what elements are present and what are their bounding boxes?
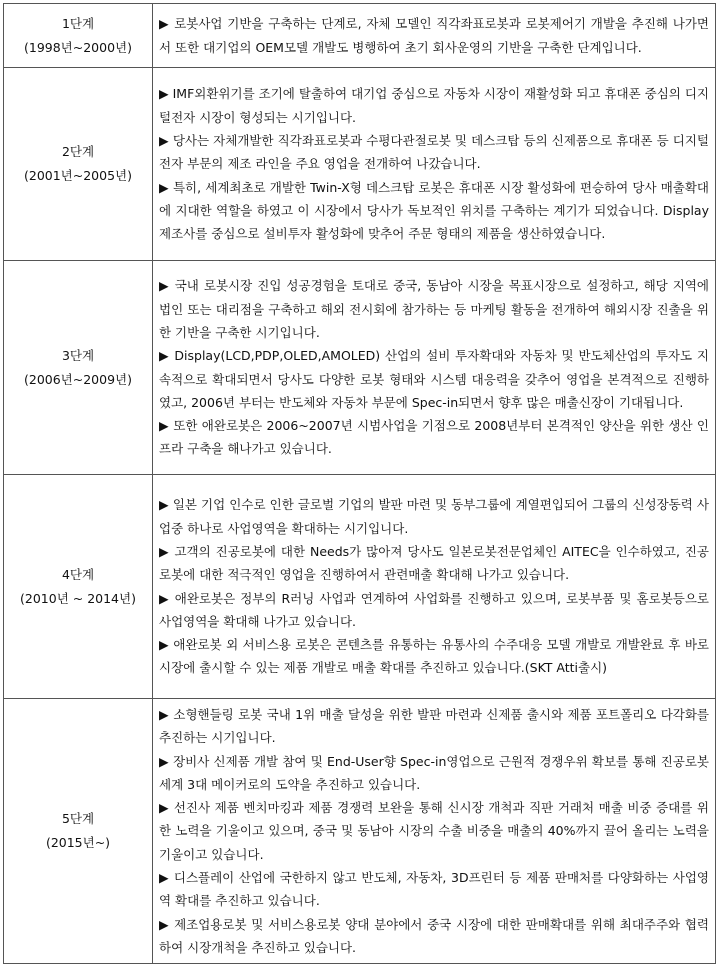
stage-description-cell — [153, 4, 716, 68]
stage-label-cell — [4, 699, 153, 964]
stage-name: 4단계 — [61, 566, 95, 582]
stage-paragraph: ▶ 애완로봇 외 서비스용 로봇은 콘텐츠를 유통하는 유통사의 수주대응 모델 개발로 개발완료 후 바로 시장에 출시할 수 있는 제품 개발로 매출 확대를 추진하고 있습니다.(SKT Atti출시) — [159, 637, 709, 676]
stage-paragraph: ▶ Display(LCD,PDP,OLED,AMOLED) 산업의 설비 투자확대와 자동차 및 반도체산업의 투자도 지속적으로 확대되면서 당사도 다양한 로봇 형태와 시스템 대응력을 갖추어 영업을 본격적으로 진행하였고, 2006년 부터는 반도체와 자동차 부문에 Spec-in되면서 향후 많은 매출신장이 기대됩니다. — [159, 348, 709, 410]
stage-paragraph: ▶ 디스플레이 산업에 국한하지 않고 반도체, 자동차, 3D프린터 등 제품 판매처를 다양화하는 사업영역 확대를 추진하고 있습니다. — [159, 870, 709, 909]
stage-period: (2006년~2009년) — [23, 371, 132, 387]
stage-row-2 — [4, 68, 716, 261]
stage-name: 2단계 — [61, 144, 95, 159]
stage-row-3 — [4, 261, 716, 475]
stage-row-4 — [4, 475, 716, 699]
stage-period: (1998년~2000년) — [23, 39, 132, 55]
stage-period: (2015년~) — [45, 835, 111, 851]
stage-paragraph: ▶ IMF외환위기를 조기에 탈출하여 대기업 중심으로 자동차 시장이 재활성화 되고 휴대폰 중심의 디지털전자 시장이 형성되는 시기입니다. — [159, 86, 709, 125]
stage-row-1 — [4, 4, 716, 68]
stage-description-cell — [153, 68, 716, 261]
stage-paragraph: ▶ 애완로봇은 정부의 R러닝 사업과 연계하여 사업화를 진행하고 있으며, 로봇부품 및 홈로봇등으로 사업영역을 확대해 나가고 있습니다. — [159, 590, 709, 629]
stage-description-cell — [153, 475, 716, 699]
stage-name: 1단계 — [61, 15, 95, 31]
stage-paragraph: ▶ 장비사 신제품 개발 참여 및 End-User향 Spec-in영업으로 근원적 경쟁우위 확보를 통해 진공로봇 세계 3대 메이커로의 도약을 추진하고 있습니다. — [159, 753, 709, 792]
stage-paragraph: ▶ 또한 애완로봇은 2006~2007년 시범사업을 기점으로 2008년부터 본격적인 양산을 위한 생산 인프라 구축을 해나가고 있습니다. — [159, 418, 709, 457]
stage-description-cell — [153, 699, 716, 964]
stage-paragraph: ▶ 특히, 세계최초로 개발한 Twin-X형 데스크탑 로봇은 휴대폰 시장 활성화에 편승하여 당사 매출확대에 지대한 역할을 하였고 이 시장에서 당사가 독보적인 위치를 구축하는 계기가 되었습니다. Display제조사를 중심으로 설비투자 활성화에 맞추어 주문 형태의 제품을 생산하였습니다. — [159, 179, 709, 242]
stage-label-cell — [4, 261, 153, 475]
stage-paragraph: ▶ 당사는 자체개발한 직각좌표로봇과 수평다관절로봇 및 데스크탑 등의 신제품으로 휴대폰 등 디지털전자 부문의 제조 라인을 주요 영업을 전개하여 나갔습니다. — [159, 133, 709, 172]
stage-name: 5단계 — [61, 811, 95, 827]
stage-label-cell — [4, 68, 153, 261]
stage-paragraph: ▶ 제조업용로봇 및 서비스용로봇 양대 분야에서 중국 시장에 대한 판매확대를 위해 최대주주와 협력하여 시장개척을 추진하고 있습니다. — [159, 916, 709, 955]
stage-period: (2010년 ~ 2014년) — [20, 590, 136, 606]
company-history-table — [3, 3, 716, 964]
stage-description-cell — [153, 261, 716, 475]
stage-paragraph: ▶ 일본 기업 인수로 인한 글로벌 기업의 발판 마련 및 동부그룹에 계열편입되어 그룹의 신성장동력 사업중 하나로 사업영역을 확대하는 시기입니다. — [159, 497, 709, 536]
stage-name: 3단계 — [61, 347, 95, 363]
stage-paragraph: ▶ 고객의 진공로봇에 대한 Needs가 많아져 당사도 일본로봇전문업체인 AITEC을 인수하였고, 진공로봇에 대한 적극적인 영업을 진행하여서 관련매출 확대해 나가고 있습니다. — [159, 543, 709, 583]
stage-label-cell — [4, 4, 153, 68]
stage-paragraph: ▶ 국내 로봇시장 진입 성공경험을 토대로 중국, 동남아 시장을 목표시장으로 설정하고, 해당 지역에 법인 또는 대리점을 구축하고 해외 전시회에 참가하는 등 마케팅 활동을 전개하여 해외시장 진출을 위한 기반을 구축한 시기입니다. — [159, 278, 709, 340]
stage-period: (2001년~2005년) — [23, 168, 132, 183]
stage-row-5 — [4, 699, 716, 964]
stage-label-cell — [4, 475, 153, 699]
stage-paragraph: ▶ 소형핸들링 로봇 국내 1위 매출 달성을 위한 발판 마련과 신제품 출시와 제품 포트폴리오 다각화를 추진하는 시기입니다. — [159, 707, 709, 746]
stage-paragraph: ▶ 로봇사업 기반을 구축하는 단계로, 자체 모델인 직각좌표로봇과 로봇제어기 개발을 추진해 나가면서 또한 대기업의 OEM모델 개발도 병행하여 초기 회사운영의 기반을 구축한 단계입니다. — [159, 16, 709, 55]
stage-paragraph: ▶ 선진사 제품 벤치마킹과 제품 경쟁력 보완을 통해 신시장 개척과 직판 거래처 매출 비중 증대를 위한 노력을 기울이고 있으며, 중국 및 동남아 시장의 수출 비중을 매출의 40%까지 끌어 올리는 노력을 기울이고 있습니다. — [159, 800, 709, 862]
